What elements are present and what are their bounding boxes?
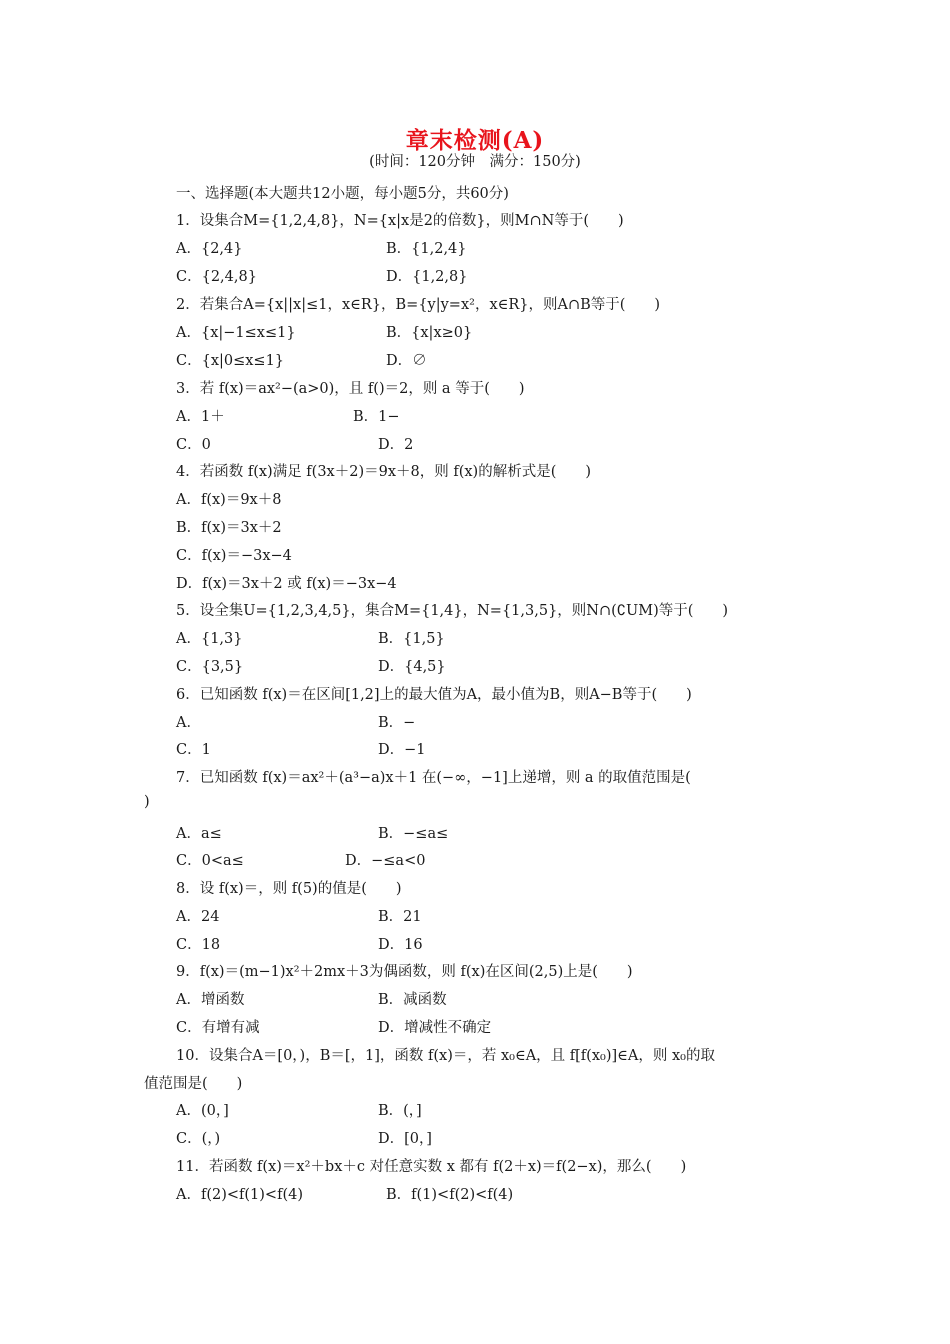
q8-option-c: C．18 [176, 937, 221, 953]
q10-option-a: A．(0，] [176, 1103, 229, 1119]
q4-option-a: A．f(x)＝9x＋8 [176, 492, 282, 508]
q5-option-c: C．{3,5} [176, 659, 244, 675]
q1-option-a: A．{2,4} [176, 241, 243, 257]
q1-option-b: B．{1,2,4} [386, 241, 467, 257]
question-5: 5．设全集U={1,2,3,4,5}，集合M={1,4}，N={1,3,5}，则N∩(∁UM)等于( ) [176, 603, 729, 619]
q3-option-b: B．1− [353, 409, 400, 425]
q8-option-a: A．24 [176, 909, 220, 925]
q2-option-d: D．∅ [386, 353, 427, 369]
q10-option-b: B．(，] [378, 1103, 422, 1119]
q7-option-b: B．−≤a≤ [378, 826, 449, 842]
q2-option-c: C．{x|0≤x≤1} [176, 353, 285, 369]
q1-option-c: C．{2,4,8} [176, 269, 257, 285]
q11-option-b: B．f(1)<f(2)<f(4) [386, 1187, 514, 1203]
q9-option-c: C．有增有减 [176, 1020, 260, 1036]
q2-option-a: A．{x|−1≤x≤1} [176, 325, 296, 341]
question-9: 9．f(x)＝(m−1)x²＋2mx＋3为偶函数，则 f(x)在区间(2,5)上是( ) [176, 964, 633, 980]
question-6: 6．已知函数 f(x)＝在区间[1,2]上的最大值为A，最小值为B，则A−B等于( ) [176, 687, 692, 703]
q10-option-d: D．[0，] [378, 1131, 432, 1147]
q1-option-d: D．{1,2,8} [386, 269, 468, 285]
question-10: 10．设集合A＝[0，)，B＝[，1]，函数 f(x)＝，若 x₀∈A，且 f[f(x₀)]∈A，则 x₀的取 [176, 1048, 715, 1064]
page-subtitle: (时间：120分钟 满分：150分) [369, 154, 581, 170]
section-heading: 一、选择题(本大题共12小题，每小题5分，共60分) [176, 186, 509, 202]
q4-option-c: C．f(x)＝−3x−4 [176, 548, 292, 564]
q7-option-c: C．0<a≤ [176, 853, 244, 869]
q5-option-a: A．{1,3} [176, 631, 243, 647]
q6-option-d: D．−1 [378, 742, 426, 758]
q5-option-d: D．{4,5} [378, 659, 446, 675]
q9-option-a: A．增函数 [176, 992, 245, 1008]
q6-option-c: C．1 [176, 742, 211, 758]
question-10-continued: 值范围是( ) [144, 1076, 243, 1092]
q9-option-d: D．增减性不确定 [378, 1020, 492, 1036]
q6-option-b: B．− [378, 715, 416, 731]
question-3: 3．若 f(x)＝ax²−(a>0)，且 f()＝2，则 a 等于( ) [176, 381, 525, 397]
question-11: 11．若函数 f(x)＝x²＋bx＋c 对任意实数 x 都有 f(2＋x)＝f(2−x)，那么( ) [176, 1159, 687, 1175]
question-2: 2．若集合A={x||x|≤1，x∈R}，B={y|y=x²，x∈R}，则A∩B等于( ) [176, 297, 661, 313]
question-1: 1．设集合M={1,2,4,8}，N={x|x是2的倍数}，则M∩N等于( ) [176, 213, 624, 229]
q11-option-a: A．f(2)<f(1)<f(4) [176, 1187, 303, 1203]
q4-option-b: B．f(x)＝3x＋2 [176, 520, 282, 536]
question-7-continued: ) [144, 794, 150, 810]
q3-option-c: C．0 [176, 437, 211, 453]
q8-option-d: D．16 [378, 937, 423, 953]
q7-option-a: A．a≤ [176, 826, 222, 842]
page-title: 章末检测(A) [405, 127, 545, 154]
question-8: 8．设 f(x)＝，则 f(5)的值是( ) [176, 881, 402, 897]
q5-option-b: B．{1,5} [378, 631, 445, 647]
q10-option-c: C．(，) [176, 1131, 221, 1147]
q4-option-d: D．f(x)＝3x＋2 或 f(x)＝−3x−4 [176, 576, 397, 592]
q3-option-d: D．2 [378, 437, 414, 453]
q7-option-d: D．−≤a<0 [345, 853, 426, 869]
q9-option-b: B．减函数 [378, 992, 447, 1008]
question-7: 7．已知函数 f(x)＝ax²＋(a³−a)x＋1 在(−∞，−1]上递增，则 a 的取值范围是( [176, 770, 691, 786]
question-4: 4．若函数 f(x)满足 f(3x＋2)＝9x＋8，则 f(x)的解析式是( ) [176, 464, 592, 480]
q8-option-b: B．21 [378, 909, 422, 925]
q6-option-a: A． [176, 715, 201, 731]
q3-option-a: A．1＋ [176, 409, 225, 425]
q2-option-b: B．{x|x≥0} [386, 325, 473, 341]
